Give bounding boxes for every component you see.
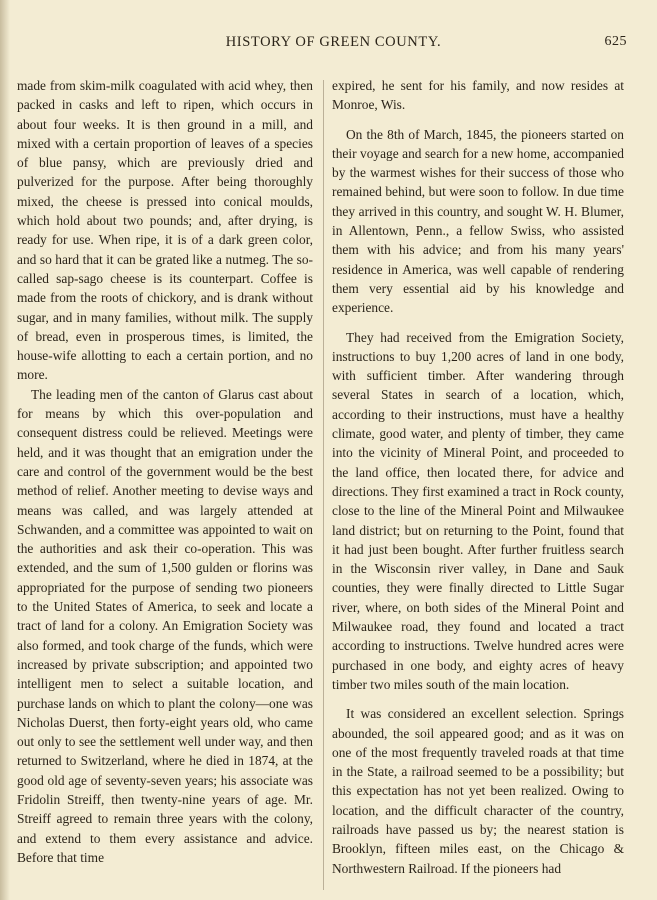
left-column — [17, 76, 313, 867]
paragraph-emigration: The leading men of the canton of Glarus cast about for means by which this over-population and consequent distress could be relieved. Meetings were held, and it was thought that an emigration under the care and control of the government would be the best method of relief. Another meeting to devise ways and means was called, and was largely attended at Schwanden, and a committee was appointed to wait on the authorities and ask their co-operation. This was extended, and the sum of 1,500 gulden or florins was appropriated for the purpose of sending two pioneers to the United States of America, to seek and locate a tract of land for a colony. An Emigration Society was also formed, and took charge of the funds, which were increased by private subscription; and appointed two intelligent men to select a suitable location, and purchase lands on which to plant the colony—one was Nicholas Duerst, then forty-eight years old, who came out only to see the settlement well under way, and then returned to Switzerland, where he died in 1874, at the good old age of seventy-seven years; his associate was Fridolin Streiff, then twenty-nine years of age. Mr. Streiff agreed to remain three years with the colony, and extend to them every assistance and advice. Before that time — [17, 386, 313, 865]
running-title: HISTORY OF GREEN COUNTY. — [225, 34, 442, 50]
page-header — [40, 34, 627, 54]
right-column — [332, 76, 624, 878]
paragraph-location-search: They had received from the Emigration Society, instructions to buy 1,200 acres of land in one body, with sufficient timber. After wandering through several States in search of a location, which, according to their instructions, must have a healthy climate, good water, and plenty of timber, they came into the vicinity of Mineral Point, and proceeded to the land office, then located there, for advice and directions. They first examined a tract in Rock county, close to the line of the Mineral Point and Milwaukee land district; but on returning to the Point, found that it had just been bought. After further fruitless search in the Wisconsin river valley, in Dane and Sauk counties, they were finally directed to Little Sugar river, where, on both sides of the Mineral Point and Milwaukee road, they found and located a tract according to instructions. Twelve hundred acres were purchased in one body, and eighty acres of heavy timber two miles south of the main location. — [332, 329, 624, 692]
page-edge-shadow — [0, 0, 10, 900]
paragraph-voyage: On the 8th of March, 1845, the pioneers started on their voyage and search for a new home, accompanied by the warmest wishes for their success of those who remained behind, but were soon to follow. In due time they arrived in this country, and sought W. H. Blumer, in Allentown, Penn., a fellow Swiss, who assisted them with his advice; and from his many years' residence in America, was well capable of rendering them very essential aid by his knowledge and experience. — [332, 126, 624, 316]
column-divider — [323, 80, 324, 890]
paragraph-selection: It was considered an excellent selection. Springs abounded, the soil appeared good; and as it was on one of the most frequently traveled roads at that time in the State, a railroad seemed to be a possibility; but this expectation has not yet been realized. Owing to location, and the difficult character of the country, railroads have passed us by; the nearest station is Brooklyn, fifteen miles east, on the Chicago & Northwestern Railroad. If the pioneers had — [332, 706, 624, 876]
page-number: 625 — [604, 34, 627, 49]
paragraph-monroe: expired, he sent for his family, and now resides at Monroe, Wis. — [332, 78, 624, 113]
paragraph-cheese: made from skim-milk coagulated with acid whey, then packed in casks and left to ripen, which occurs in about four weeks. It is then ground in a mill, and mixed with a certain proportion of leaves of a species of blue pansy, which are previously dried and pulverized for the purpose. After being thoroughly mixed, the cheese is pressed into conical moulds, which hold about two pounds; and, after drying, is ready for use. When ripe, it is of a dark green color, and so hard that it can be grated like a nutmeg. The so-called sap-sago cheese is its counterpart. Coffee is made from the roots of chickory, and is drank without sugar, and in many families, without milk. The supply of bread, even in prosperous times, is limited, the house-wife allotting to each a certain portion, and no more. — [17, 78, 313, 383]
